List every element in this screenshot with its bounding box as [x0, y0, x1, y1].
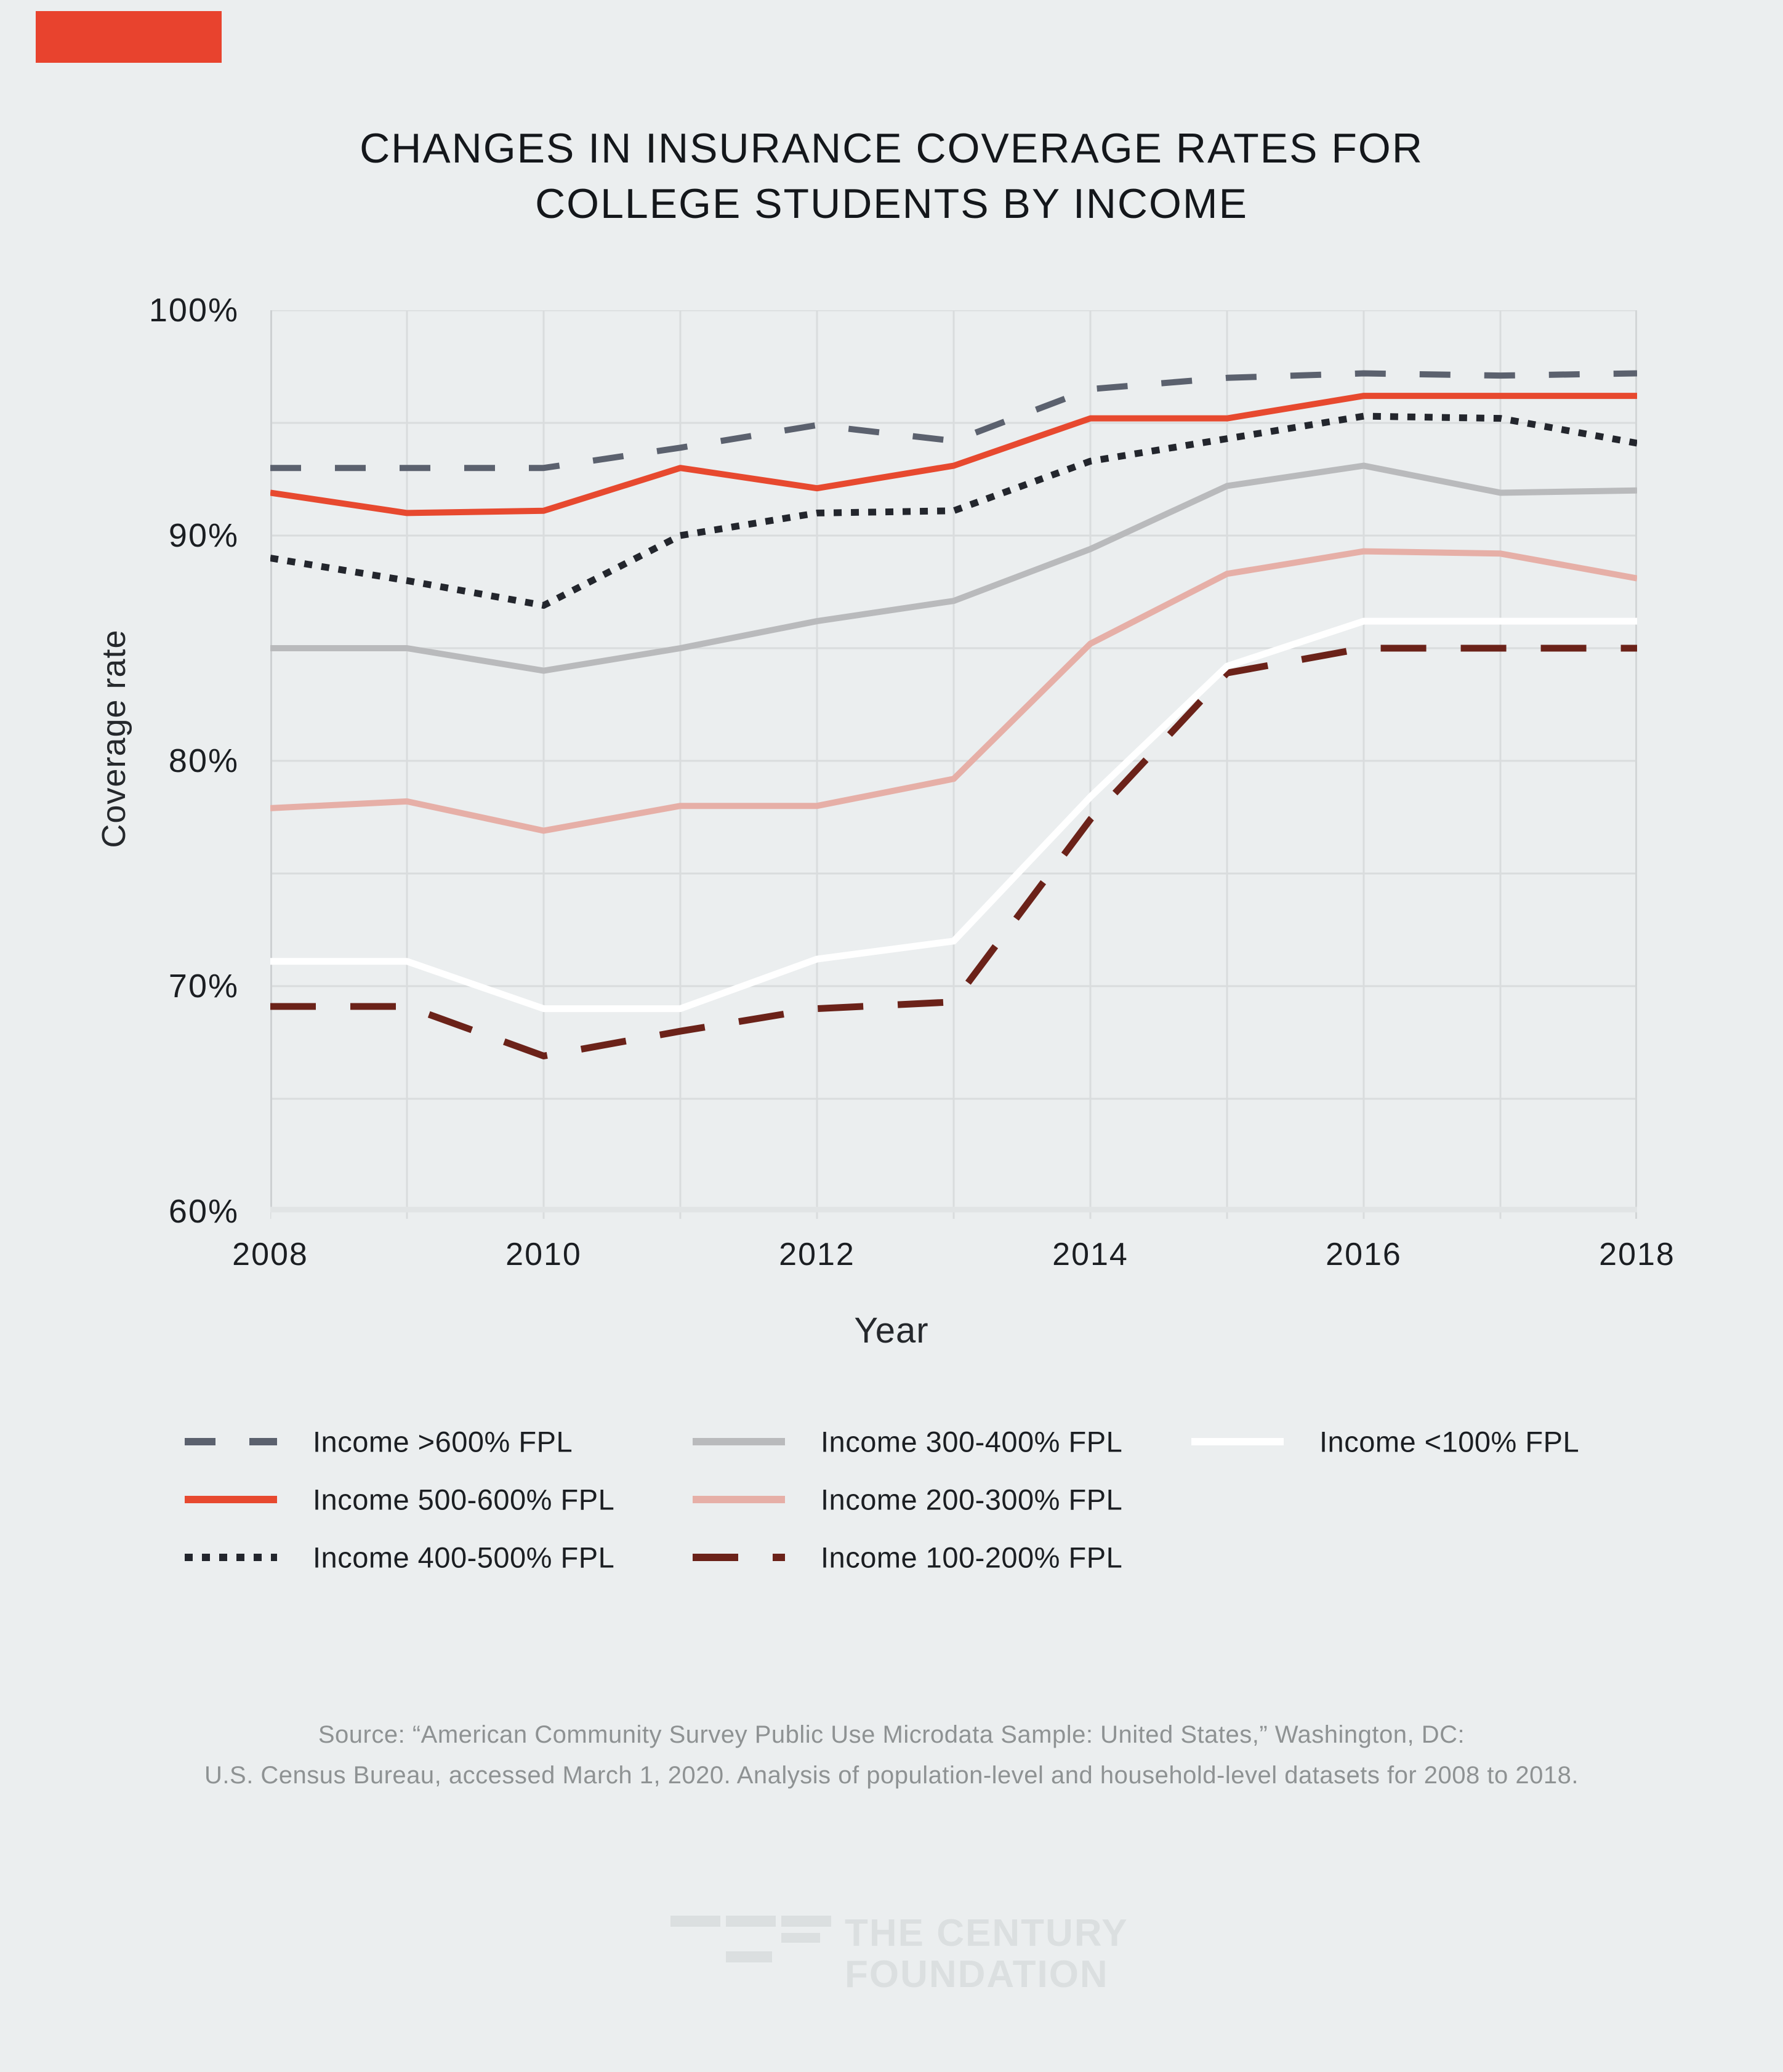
century-foundation-logo [668, 1908, 1136, 1996]
legend-label: Income 200-300% FPL [821, 1483, 1123, 1516]
logo-text-line1: THE CENTURY [845, 1912, 1129, 1954]
brand-red-block [36, 11, 222, 63]
y-tick-label: 80% [168, 742, 239, 779]
legend-label: Income 300-400% FPL [821, 1425, 1123, 1458]
legend-label: Income 500-600% FPL [313, 1483, 615, 1516]
x-tick-label: 2008 [232, 1237, 308, 1272]
chart-title [0, 121, 1783, 231]
logo-text-line2: FOUNDATION [845, 1953, 1109, 1996]
x-tick-label: 2016 [1326, 1237, 1402, 1272]
legend-label: Income >600% FPL [313, 1425, 573, 1458]
legend-label: Income <100% FPL [1319, 1425, 1580, 1458]
y-tick-label: 100% [148, 292, 239, 329]
legend-label: Income 100-200% FPL [821, 1541, 1123, 1574]
legend-swatch-icon [185, 1437, 277, 1447]
x-axis-label: Year [854, 1311, 929, 1351]
chart-title-line2: COLLEGE STUDENTS BY INCOME [535, 180, 1248, 227]
legend-swatch-icon [185, 1495, 277, 1504]
x-tick-label: 2012 [779, 1237, 855, 1272]
logo-bar-icon [670, 1916, 720, 1927]
logo-bar-icon [726, 1951, 772, 1962]
legend-label: Income 400-500% FPL [313, 1541, 615, 1574]
chart-title-line1: CHANGES IN INSURANCE COVERAGE RATES FOR [360, 125, 1423, 172]
source-text-line2: U.S. Census Bureau, accessed March 1, 2020. Analysis of population-level and household-level datasets for 2008 to 2018. [204, 1762, 1579, 1789]
x-tick-label: 2018 [1599, 1237, 1675, 1272]
source-text-line1: Source: “American Community Survey Public Use Microdata Sample: United States,” Washington, DC: [318, 1721, 1465, 1748]
logo-bar-icon [781, 1916, 831, 1927]
logo-bar-icon [781, 1933, 820, 1943]
legend-swatch-icon [693, 1495, 785, 1504]
legend-swatch-icon [185, 1552, 277, 1562]
x-tick-label: 2010 [505, 1237, 582, 1272]
y-tick-label: 60% [168, 1193, 239, 1230]
legend-swatch-icon [1191, 1437, 1284, 1447]
legend-swatch-icon [693, 1437, 785, 1447]
y-tick-label: 90% [168, 517, 239, 554]
y-tick-label: 70% [168, 968, 239, 1005]
y-axis-label: Coverage rate [95, 629, 132, 848]
x-tick-label: 2014 [1052, 1237, 1129, 1272]
logo-bar-icon [726, 1916, 776, 1927]
coverage-chart [270, 310, 1637, 1220]
legend-swatch-icon [693, 1552, 785, 1562]
